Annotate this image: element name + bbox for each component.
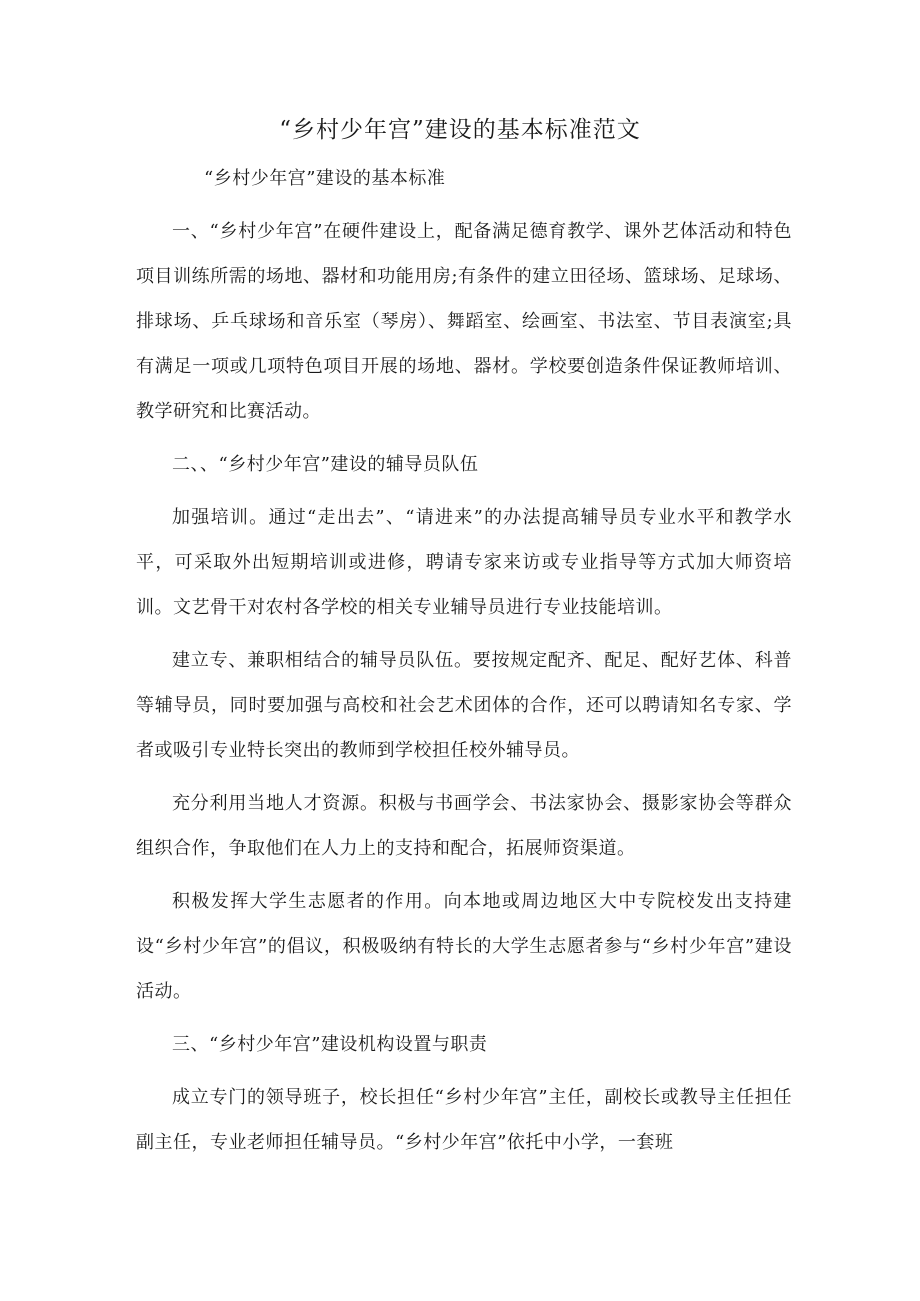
volunteer-paragraph: 积极发挥大学生志愿者的作用。向本地或周边地区大中专院校发出支持建设“乡村少年宫”的倡议，积极吸纳有特长的大学生志愿者参与“乡村少年宫”建设活动。 [136, 891, 792, 1002]
section-one-paragraph: 一、“乡村少年宫”在硬件建设上，配备满足德育教学、课外艺体活动和特色项目训练所需的场地、器材和功能用房;有条件的建立田径场、篮球场、足球场、排球场、乒乓球场和音乐室（琴房）、舞蹈室、绘画室、书法室、节目表演室;具有满足一项或几项特色项目开展的场地、器材。学校要创造条件保证教师培训、教学研究和比赛活动。 [136, 221, 792, 422]
local-talent-paragraph: 充分利用当地人才资源。积极与书画学会、书法家协会、摄影家协会等群众组织合作，争取他们在人力上的支持和配合，拓展师资渠道。 [136, 793, 792, 859]
document-subtitle: “乡村少年宫”建设的基本标准 [204, 168, 446, 189]
section-two-heading: 二、、“乡村少年宫”建设的辅导员队伍 [172, 454, 479, 475]
document-title: “乡村少年宫”建设的基本标准范文 [279, 117, 641, 143]
counselor-team-paragraph: 建立专、兼职相结合的辅导员队伍。要按规定配齐、配足、配好艺体、科普等辅导员，同时要加强与高校和社会艺术团体的合作，还可以聘请知名专家、学者或吸引专业特长突出的教师到学校担任校外辅导员。 [136, 650, 792, 761]
document-body [136, 156, 792, 1173]
training-paragraph: 加强培训。通过“走出去”、“请进来”的办法提高辅导员专业水平和教学水平，可采取外出短期培训或进修，聘请专家来访或专业指导等方式加大师资培训。文艺骨干对农村各学校的相关专业辅导员进行专业技能培训。 [136, 507, 792, 618]
section-three-heading: 三、“乡村少年宫”建设机构设置与职责 [172, 1034, 488, 1055]
organization-paragraph: 成立专门的领导班子，校长担任“乡村少年宫”主任，副校长或教导主任担任副主任，专业老师担任辅导员。“乡村少年宫”依托中小学，一套班 [136, 1087, 792, 1153]
